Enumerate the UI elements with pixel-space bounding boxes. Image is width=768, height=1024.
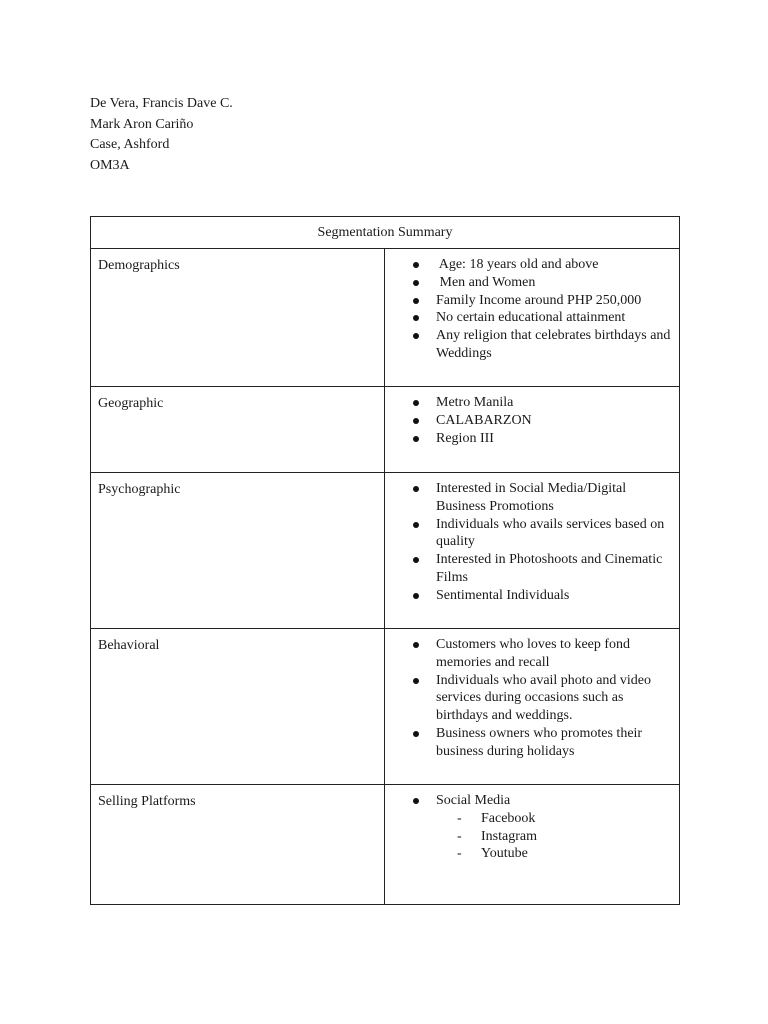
bullet-icon: [413, 798, 419, 804]
list-item: [385, 480, 679, 516]
item-text: Customers who loves to keep fond memories and recall: [436, 637, 631, 670]
table-row: [91, 249, 680, 387]
category-label: Psychographic: [91, 473, 385, 629]
table-row: [91, 785, 680, 905]
bullet-icon: [413, 280, 419, 286]
item-text: Individuals who avail photo and video services during occasions such as birthdays and weddings.: [436, 672, 652, 724]
list-item: [385, 394, 679, 412]
sub-list-item: [436, 845, 671, 863]
list-item: [385, 672, 679, 725]
list-item: [385, 309, 679, 327]
author-line: Mark Aron Cariño: [90, 116, 194, 132]
item-text: CALABARZON: [436, 412, 532, 428]
list-item: [385, 551, 679, 587]
sub-list-item: [436, 828, 671, 846]
category-label: Behavioral: [91, 629, 385, 785]
bullet-icon: [413, 315, 419, 321]
sub-list-item: [436, 810, 671, 828]
item-text: Metro Manila: [436, 395, 514, 410]
item-text: Interested in Social Media/Digital Business Promotions: [436, 481, 627, 514]
list-item: [385, 292, 679, 310]
bullet-list: [385, 256, 679, 363]
item-text: Any religion that celebrates birthdays and Weddings: [436, 328, 671, 361]
criteria-cell: [385, 473, 680, 629]
item-text: Sentimental Individuals: [436, 587, 570, 603]
category-label: Geographic: [91, 387, 385, 473]
criteria-cell: [385, 629, 680, 785]
bullet-icon: [413, 678, 419, 684]
category-label: Demographics: [91, 249, 385, 387]
bullet-icon: [413, 436, 419, 442]
bullet-icon: [413, 557, 419, 563]
bullet-list: [385, 792, 679, 863]
bullet-icon: [413, 262, 419, 268]
bullet-list: [385, 480, 679, 605]
table-title-row: [91, 217, 680, 249]
bullet-icon: [413, 522, 419, 528]
segmentation-summary-table: [90, 216, 680, 905]
list-item: [385, 430, 679, 448]
bullet-icon: [413, 418, 419, 424]
bullet-icon: [413, 486, 419, 492]
table-title: Segmentation Summary: [91, 217, 680, 249]
item-text: Interested in Photoshoots and Cinematic Films: [436, 552, 663, 585]
list-item: [385, 412, 679, 430]
item-text: Business owners who promotes their business during holidays: [436, 725, 643, 759]
bullet-list: [385, 636, 679, 761]
list-item: [385, 516, 679, 552]
item-text: No certain educational attainment: [436, 310, 626, 326]
section-code: OM3A: [90, 157, 130, 173]
dash-icon: -: [457, 846, 462, 862]
author-line: Case, Ashford: [90, 137, 170, 152]
list-item: [385, 636, 679, 672]
criteria-cell: [385, 249, 680, 387]
item-text: Family Income around PHP 250,000: [436, 292, 642, 308]
criteria-cell: [385, 785, 680, 905]
sub-item-text: Youtube: [481, 846, 528, 862]
dash-icon: -: [457, 810, 462, 826]
list-item: [385, 792, 679, 863]
sub-item-text: Instagram: [481, 828, 537, 844]
table-row: [91, 387, 680, 473]
item-text: Region III: [436, 430, 494, 446]
item-text: Individuals who avails services based on quality: [436, 516, 665, 550]
list-item: [385, 725, 679, 761]
bullet-icon: [413, 298, 419, 304]
bullet-icon: [413, 642, 419, 648]
author-block: [90, 94, 233, 176]
sub-item-text: Facebook: [481, 810, 536, 826]
list-item: [385, 274, 679, 292]
bullet-list: [385, 394, 679, 447]
item-text: Men and Women: [436, 274, 536, 290]
bullet-icon: [413, 333, 419, 339]
author-line: De Vera, Francis Dave C.: [90, 96, 233, 111]
item-text: Social Media: [436, 793, 511, 808]
bullet-icon: [413, 731, 419, 737]
bullet-icon: [413, 400, 419, 406]
category-label: Selling Platforms: [91, 785, 385, 905]
sub-list: [436, 810, 671, 863]
criteria-cell: [385, 387, 680, 473]
bullet-icon: [413, 593, 419, 599]
list-item: [385, 256, 679, 274]
table-row: [91, 629, 680, 785]
item-text: Age: 18 years old and above: [436, 257, 599, 272]
list-item: [385, 587, 679, 605]
table-row: [91, 473, 680, 629]
dash-icon: -: [457, 828, 462, 844]
list-item: [385, 327, 679, 363]
